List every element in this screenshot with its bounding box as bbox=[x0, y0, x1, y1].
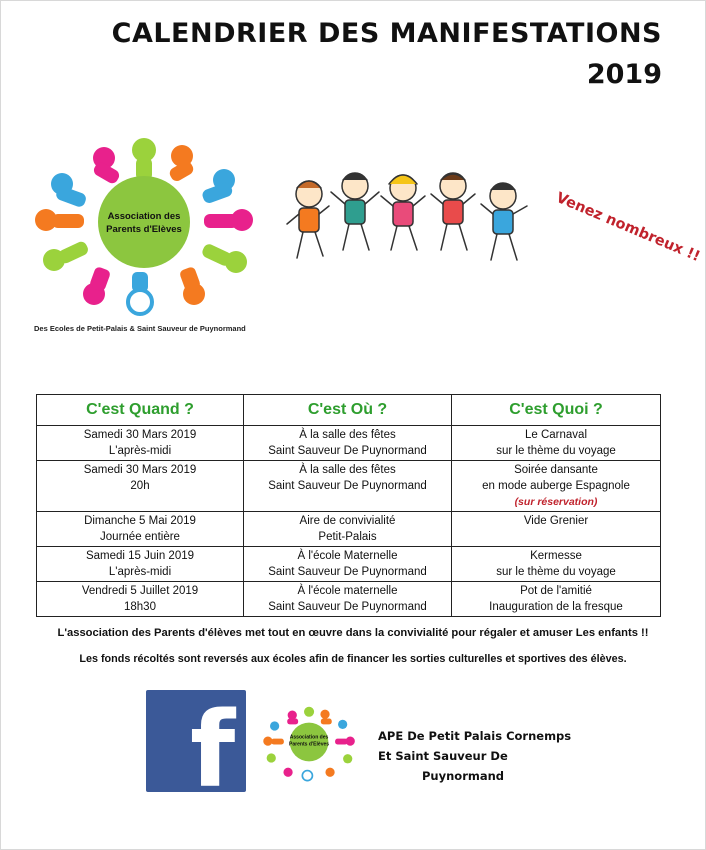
ape-line-2: Et Saint Sauveur De bbox=[378, 749, 508, 763]
cell-when: Samedi 30 Mars 2019 L'après-midi bbox=[37, 426, 244, 461]
child-4-icon bbox=[431, 173, 475, 250]
header-where: C'est Où ? bbox=[244, 395, 452, 426]
child-1-icon bbox=[287, 181, 329, 258]
ape-signature bbox=[378, 726, 571, 786]
cell-where: Aire de convivialité Petit-Palais bbox=[244, 512, 452, 547]
table-header-row bbox=[37, 395, 661, 426]
cell-when: Dimanche 5 Mai 2019 Journée entière bbox=[37, 512, 244, 547]
logo-center-circle bbox=[98, 176, 190, 268]
reservation-note: (sur réservation) bbox=[514, 496, 598, 508]
jumping-children-illustration bbox=[285, 162, 535, 270]
cell-where: À la salle des fêtes Saint Sauveur De Puynormand bbox=[244, 426, 452, 461]
events-table bbox=[36, 394, 661, 617]
child-3-icon bbox=[381, 175, 425, 250]
facebook-icon[interactable] bbox=[146, 690, 246, 792]
cell-when: Vendredi 5 Juillet 2019 18h30 bbox=[37, 582, 244, 617]
association-logo bbox=[32, 122, 270, 322]
cell-what: Kermesse sur le thème du voyage bbox=[452, 547, 661, 582]
facebook-letter: f bbox=[190, 690, 236, 792]
table-row bbox=[37, 547, 661, 582]
venez-nombreux-slogan: Venez nombreux !! bbox=[553, 190, 703, 266]
cell-when: Samedi 15 Juin 2019 L'après-midi bbox=[37, 547, 244, 582]
footer-message-2: Les fonds récoltés sont reversés aux écoles afin de financer les sorties culturelles et sportives des élèves. bbox=[79, 653, 627, 665]
child-5-icon bbox=[481, 183, 527, 260]
footer-message-1: L'association des Parents d'élèves met tout en œuvre dans la convivialité pour régaler et amuser Les enfants !! bbox=[57, 627, 649, 639]
ape-line-1: APE De Petit Palais Cornemps bbox=[378, 729, 572, 743]
cell-what: Pot de l'amitié Inauguration de la fresque bbox=[452, 582, 661, 617]
ape-line-3: Puynormand bbox=[422, 769, 505, 783]
svg-text:Association des: Association des bbox=[289, 734, 329, 741]
table-row bbox=[37, 461, 661, 512]
cell-where: À la salle des fêtes Saint Sauveur De Puynormand bbox=[244, 461, 452, 512]
table-row bbox=[37, 582, 661, 617]
cell-what: Soirée dansante en mode auberge Espagnole (sur réservation) bbox=[452, 461, 661, 512]
header-what: C'est Quoi ? bbox=[452, 395, 661, 426]
association-logo-small bbox=[262, 700, 362, 784]
page-year: 2019 bbox=[586, 59, 662, 90]
cell-where: À l'école maternelle Saint Sauveur De Puynormand bbox=[244, 582, 452, 617]
cell-what: Vide Grenier bbox=[452, 512, 661, 547]
logo-name-line1: Association des bbox=[107, 211, 181, 222]
svg-text:Parents d'Elèves: Parents d'Elèves bbox=[289, 741, 330, 748]
cell-what: Le Carnaval sur le thème du voyage bbox=[452, 426, 661, 461]
header-when: C'est Quand ? bbox=[37, 395, 244, 426]
logo-caption: Des Ecoles de Petit-Palais & Saint Sauveur de Puynormand bbox=[34, 324, 246, 333]
logo-name-line2: Parents d'Elèves bbox=[106, 224, 182, 235]
table-row bbox=[37, 512, 661, 547]
child-2-icon bbox=[331, 173, 379, 250]
table-row bbox=[37, 426, 661, 461]
cell-where: À l'école Maternelle Saint Sauveur De Puynormand bbox=[244, 547, 452, 582]
cell-when: Samedi 30 Mars 2019 20h bbox=[37, 461, 244, 512]
page-title: CALENDRIER DES MANIFESTATIONS bbox=[111, 18, 662, 49]
